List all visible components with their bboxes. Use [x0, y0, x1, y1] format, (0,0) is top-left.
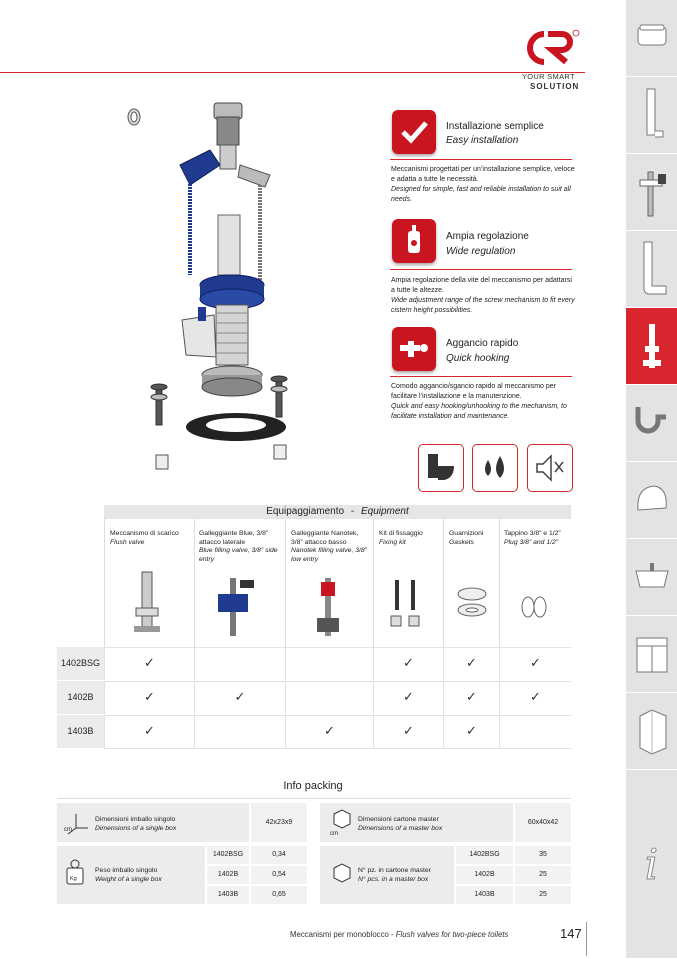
equipment-title-en: Equipment [360, 506, 409, 517]
row-code: 1402B [57, 681, 104, 714]
cell-divider [285, 681, 286, 714]
check-mark: ✓ [530, 689, 541, 704]
packing-value: 25 [515, 886, 571, 904]
packing-code: 1403B [456, 886, 513, 904]
check-mark: ✓ [324, 723, 335, 738]
packing-value: 35 [515, 846, 571, 864]
toilet-seat-icon [632, 480, 672, 520]
cell-divider [104, 715, 105, 748]
row-code: 1403B [57, 715, 104, 748]
cabinet-icon [632, 632, 672, 676]
table-row [104, 681, 571, 715]
check-mark: ✓ [403, 689, 414, 704]
fixing-kit-image [385, 576, 435, 632]
col-label-gaskets: Guarnizioni Gaskets [449, 530, 484, 546]
fill-valve-icon [634, 162, 670, 222]
cell-divider [499, 715, 500, 748]
col-label-fixing-kit: Kit di fissaggio Fixing kit [379, 530, 423, 546]
packing-code: 1402B [207, 866, 249, 884]
weight-label: Peso imballo singolo Weight of a single box [95, 867, 162, 883]
sidebar-item-siphon[interactable] [626, 385, 677, 462]
col-divider [194, 519, 195, 647]
silent-icon [527, 444, 573, 492]
equipment-header [104, 505, 571, 519]
feature-3-subtitle: Quick hooking [446, 353, 510, 364]
feature-1-desc-it: Meccanismi progettati per un’installazione semplice, veloce e adatta a tutte le necessità. [391, 166, 575, 183]
cell-divider [285, 647, 286, 680]
flush-pipe-icon [637, 85, 667, 145]
col-divider [104, 519, 105, 647]
water-drops-icon [472, 444, 518, 492]
weight-unit: Kg [70, 876, 77, 882]
puzzle-icon [392, 327, 436, 371]
table-bottom-rule [104, 748, 571, 749]
col-divider [373, 519, 374, 647]
check-mark: ✓ [144, 723, 155, 738]
check-mark: ✓ [466, 723, 477, 738]
tagline-2: SOLUTION [530, 82, 580, 91]
cistern-icon [635, 23, 669, 53]
packing-value: 0,54 [251, 866, 307, 884]
single-box-label: Dimensioni imballo singolo Dimensions of a single box [95, 816, 177, 832]
row-code: 1402BSG [57, 647, 104, 680]
pcs-box-icon [328, 862, 354, 886]
cell-divider [104, 681, 105, 714]
table-row [104, 647, 571, 681]
footer-text: Meccanismi per monoblocco - Flush valves for two-piece toilets [290, 930, 509, 939]
feature-2-subtitle: Wide regulation [446, 246, 516, 257]
page-number: 147 [560, 926, 582, 941]
feature-3-rule [390, 376, 572, 377]
single-box-value: 42x23x9 [251, 803, 307, 842]
tagline-1: YOUR SMART [522, 72, 575, 81]
plug-image [518, 592, 552, 622]
col-divider [499, 519, 500, 647]
shower-icon [632, 706, 672, 756]
packing-code: 1403B [207, 886, 249, 904]
gaskets-image [452, 584, 492, 624]
equipment-title-sep: - [350, 506, 355, 517]
cell-divider [373, 647, 374, 680]
col-label-nanotek-valve: Galleggiante Nanotek, 3/8” attacco basso Nanotek filling valve, 3/8” low entry [291, 530, 367, 563]
col-label-plug: Tappino 3/8” e 1/2” Plug 3/8” and 1/2” [504, 530, 561, 546]
sidebar-item-info[interactable] [626, 770, 677, 959]
feature-3-desc-it: Comodo aggancio/sgancio rapido al meccanismo per facilitare l’installazione e la manutenzione. [391, 383, 556, 400]
sink-icon [632, 557, 672, 597]
feature-2-desc-it: Ampia regolazione della vite del meccanismo per adattarsi a tutte le altezze. [391, 277, 572, 294]
col-label-blue-valve: Galleggiante Blue, 3/8” attacco laterale Blue filling valve, 3/8” side entry [199, 530, 278, 563]
product-illustration [120, 95, 350, 475]
packing-code: 1402B [456, 866, 513, 884]
master-box-label: Dimensioni cartone master Dimensions of a master box [358, 816, 443, 832]
sidebar-item-flush-mechanism[interactable] [626, 308, 677, 385]
feature-3-desc-en: Quick and easy hooking/unhooking to the mechanism, to facilitate installation and maintenance. [391, 403, 567, 420]
nanotek-valve-image [305, 574, 355, 640]
packing-rule [57, 798, 571, 799]
cell-divider [443, 647, 444, 680]
cell-divider [443, 681, 444, 714]
header-rule [0, 72, 585, 73]
master-box-unit: cm [330, 831, 338, 837]
packing-value: 0,65 [251, 886, 307, 904]
check-mark: ✓ [466, 655, 477, 670]
checkmark-icon [392, 110, 436, 154]
packing-code: 1402BSG [456, 846, 513, 864]
feature-1-desc-en: Designed for simple, fast and reliable installation to suit all needs. [391, 186, 571, 203]
check-mark: ✓ [234, 689, 246, 704]
wrench-icon [392, 219, 436, 263]
check-mark: ✓ [530, 655, 541, 670]
feature-1-rule [390, 159, 572, 160]
check-mark: ✓ [466, 689, 477, 704]
col-divider [285, 519, 286, 647]
cell-divider [443, 715, 444, 748]
sidebar-item-toilet-seat[interactable] [626, 462, 677, 539]
packing-title: Info packing [283, 780, 343, 792]
info-icon: i [644, 839, 659, 889]
packing-value: 0,34 [251, 846, 307, 864]
siphon-icon [632, 403, 672, 443]
cell-divider [285, 715, 286, 748]
sidebar-item-sink[interactable] [626, 539, 677, 616]
equipment-title-it: Equipaggiamento [266, 506, 345, 517]
feature-3-title: Aggancio rapido [446, 338, 519, 349]
brand-logo [522, 28, 580, 68]
feature-2-desc-en: Wide adjustment range of the screw mechanism to fit every cistern height possibilities. [391, 297, 575, 314]
table-row [104, 715, 571, 749]
cell-divider [373, 715, 374, 748]
col-divider [443, 519, 444, 647]
packing-code: 1402BSG [207, 846, 249, 864]
check-mark: ✓ [144, 655, 155, 670]
sidebar-item-flush-pipe[interactable] [626, 77, 677, 154]
flush-valve-image [128, 568, 168, 640]
sidebar-item-cistern[interactable] [626, 0, 677, 77]
master-box-value: 60x40x42 [515, 803, 571, 842]
toilet-compat-icon [418, 444, 464, 492]
category-sidebar [626, 0, 677, 958]
cell-divider [373, 681, 374, 714]
col-label-flush-valve: Meccanismo di scarico Flush valve [110, 530, 179, 546]
feature-2-title: Ampia regolazione [446, 231, 529, 242]
pcs-label: N° pz. in cartone master N° pcs. in a master box [358, 867, 431, 883]
single-box-unit: cm [64, 827, 72, 833]
cell-divider [194, 715, 195, 748]
flush-mechanism-icon [637, 316, 667, 376]
cell-divider [194, 681, 195, 714]
sidebar-item-bend-pipe[interactable] [626, 231, 677, 308]
check-mark: ✓ [403, 655, 414, 670]
packing-value: 25 [515, 866, 571, 884]
sidebar-item-cabinet[interactable] [626, 616, 677, 693]
feature-2-rule [390, 269, 572, 270]
cell-divider [499, 681, 500, 714]
sidebar-item-shower[interactable] [626, 693, 677, 770]
cell-divider [499, 647, 500, 680]
check-mark: ✓ [144, 689, 155, 704]
feature-1-title: Installazione semplice [446, 121, 544, 132]
blue-valve-image [210, 574, 260, 640]
sidebar-item-fill-valve[interactable] [626, 154, 677, 231]
check-mark: ✓ [403, 723, 414, 738]
cell-divider [194, 647, 195, 680]
bend-pipe-icon [634, 238, 670, 300]
feature-1-subtitle: Easy installation [446, 135, 519, 146]
cell-divider [104, 647, 105, 680]
page-number-rule [586, 922, 587, 956]
